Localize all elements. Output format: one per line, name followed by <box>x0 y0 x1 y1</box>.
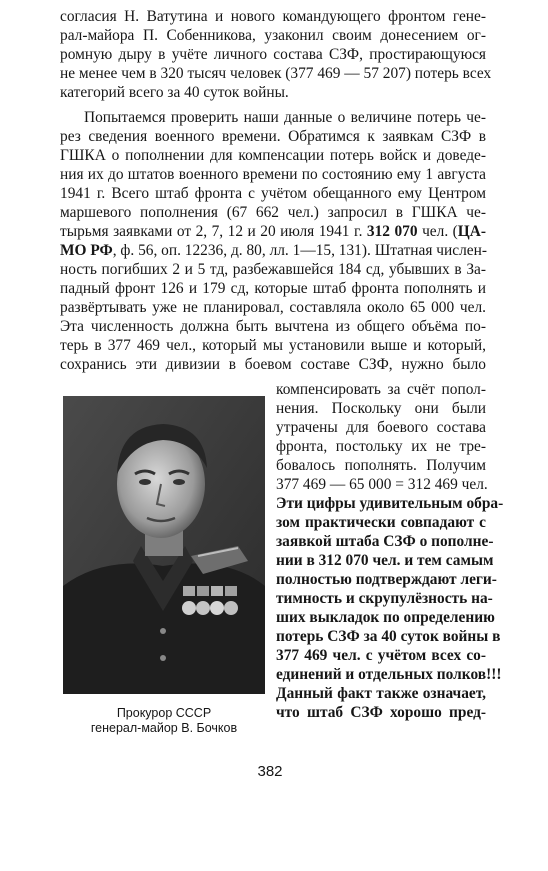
text-line-3: ромную дыру в учёте личного состава СЗФ, простирающуюся <box>60 46 486 63</box>
right-line-13: ших выкладок по определению <box>276 609 495 626</box>
text-line-11: маршевого пополнения (67 662 чел.) запросил в ГШКА че- <box>60 204 486 221</box>
right-line-8: зом практически совпадают с <box>276 514 486 531</box>
right-line-18: что штаб СЗФ хорошо пред- <box>276 704 486 721</box>
right-line-16: единений и отдельных полков!!! <box>276 666 502 683</box>
right-line-6: 377 469 — 65 000 = 312 469 чел. <box>276 476 488 493</box>
text-line-14: ность погибших 2 и 5 тд, разбежавшейся 184 сд, убывших в За- <box>60 261 486 278</box>
text-line-8: ГШКА о пополнении для компенсации потерь войск и доведе- <box>60 147 486 164</box>
right-line-4: фронта, постольку их не тре- <box>276 438 486 455</box>
right-line-10: нии в 312 070 чел. и тем самым <box>276 552 494 569</box>
text-line-9: ния их до штатов военного времени по состоянию ему 1 августа <box>60 166 486 183</box>
right-line-3: утрачены для боевого состава <box>276 419 486 436</box>
right-line-12: тимность и скрупулёзность на- <box>276 590 493 607</box>
text-line-18: терь в 377 469 чел., который мы установили выше и который, <box>60 337 486 354</box>
right-line-9: заявкой штаба СЗФ о пополне- <box>276 533 494 550</box>
right-line-15: 377 469 чел. с учётом всех со- <box>276 647 486 664</box>
text-line-1: согласия Н. Ватутина и нового командующего фронтом гене- <box>60 8 486 25</box>
right-line-14: потерь СЗФ за 40 суток войны в <box>276 628 501 645</box>
text-line-5: категорий всего за 40 суток войны. <box>60 84 289 101</box>
text-line-10: 1941 г. Всего штаб фронта с учётом обещанного ему Центром <box>60 185 486 202</box>
text-line-12: тырьмя заявками от 2, 7, 12 и 20 июля 1941 г. 312 070 чел. (ЦА- <box>60 223 486 240</box>
text-line-6: Попытаемся проверить наши данные о величине потерь че- <box>84 109 486 126</box>
text-line-4: не менее чем в 320 тысяч человек (377 469 — 57 207) потерь всех <box>60 65 492 82</box>
text-line-16: развёртывать уже не планировал, составляла около 65 000 чел. <box>60 299 486 316</box>
photo-caption-line-1: Прокурор СССР <box>116 706 212 720</box>
text-line-7: рез сведения военного времени. Обратимся к заявкам СЗФ в <box>60 128 486 145</box>
text-line-15: падный фронт 126 и 179 сд, которые штаб фронта пополнять и <box>60 280 486 297</box>
right-line-7: Эти цифры удивительным обра- <box>276 495 504 512</box>
page-number: 382 <box>257 763 283 780</box>
portrait-photo <box>63 396 265 694</box>
right-line-17: Данный факт также означает, <box>276 685 486 702</box>
text-line-2: рал-майора П. Собенникова, узаконил своим донесением ог- <box>60 27 486 44</box>
photo-caption-line-2: генерал-майор В. Бочков <box>90 721 238 735</box>
right-line-1: компенсировать за счёт попол- <box>276 381 486 398</box>
text-line-13: МО РФ, ф. 56, оп. 12236, д. 80, лл. 1—15, 131). Штатная числен- <box>60 242 487 259</box>
right-line-2: нения. Поскольку они были <box>276 400 486 417</box>
right-line-5: бовалось пополнять. Получим <box>276 457 486 474</box>
right-line-11: полностью подтверждают леги- <box>276 571 497 588</box>
text-line-17: Эта численность должна быть вычтена из общего объёма по- <box>60 318 486 335</box>
text-line-19: сохранись эти дивизии в боевом составе СЗФ, нужно было <box>60 356 486 373</box>
portrait-image <box>63 396 265 694</box>
